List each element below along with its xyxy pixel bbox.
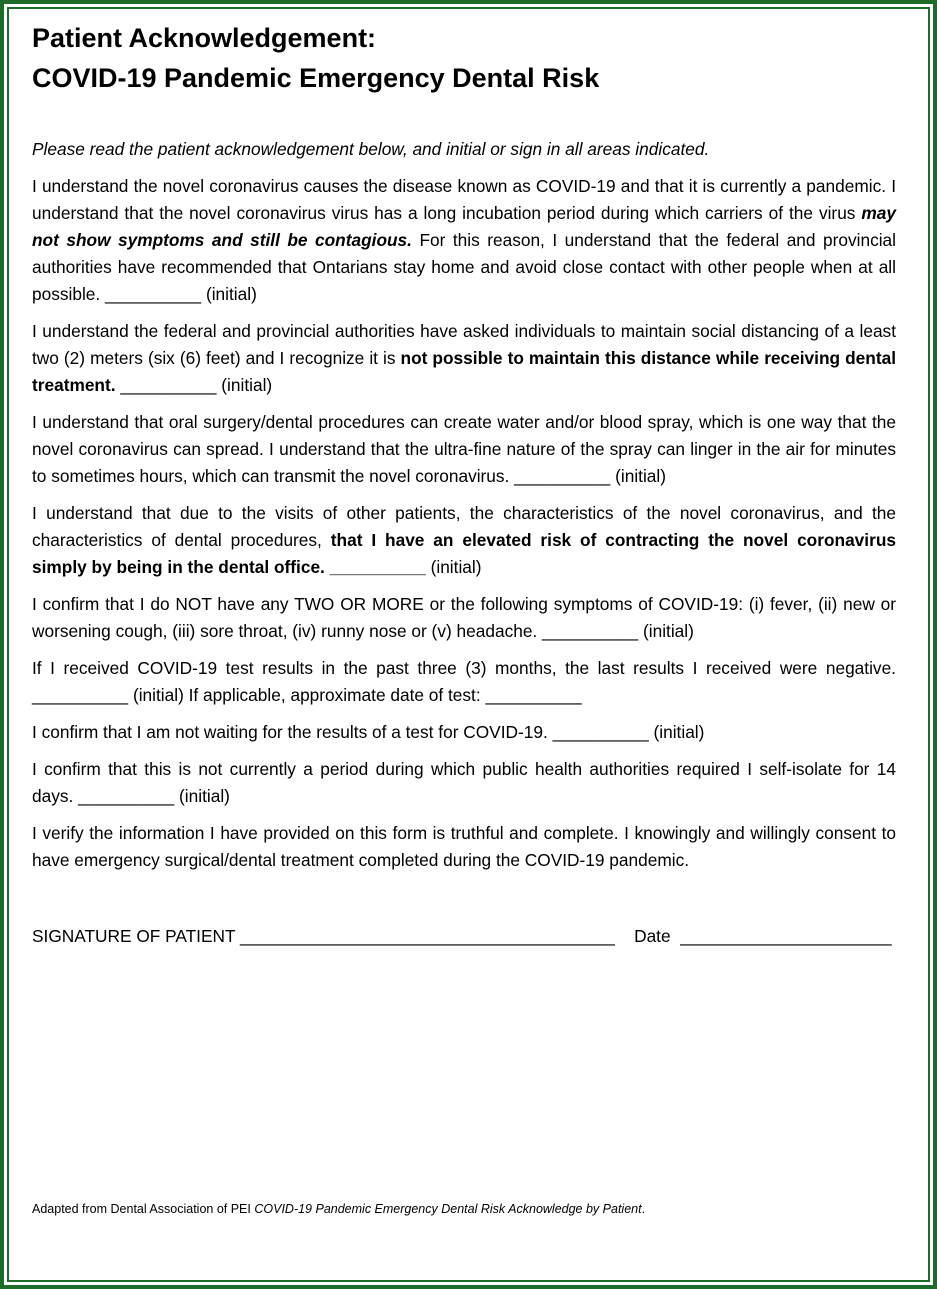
test-date-blank[interactable]: __________ — [485, 685, 582, 705]
footer-citation: Adapted from Dental Association of PEI COVID-19 Pandemic Emergency Dental Risk Acknowledge by Patient. — [32, 1202, 646, 1216]
initial-blank-1[interactable]: __________ — [105, 284, 202, 304]
paragraph-verify: I verify the information I have provided on this form is truthful and complete. I knowingly and willingly consent to have emergency surgical/dental treatment completed during the COVID-19 pandemic. — [32, 823, 896, 870]
paragraph-pending-test: I confirm that I am not waiting for the results of a test for COVID-19. __________ (initial) — [32, 722, 705, 742]
initial-blank-3[interactable]: __________ — [514, 466, 611, 486]
paragraph-distancing: I understand the federal and provincial authorities have asked individuals to maintain social distancing of a least two (2) meters (six (6) feet) and I recognize it is not possible to maintain this distance while receiving dental treatment. __________ (initial) — [32, 321, 897, 395]
date-line[interactable]: ______________________ — [680, 926, 892, 946]
initial-blank-8[interactable]: __________ — [78, 786, 175, 806]
initial-label-1: (initial) — [205, 284, 257, 304]
signature-label: SIGNATURE OF PATIENT — [32, 926, 241, 946]
date-label: Date — [634, 926, 676, 946]
title-line-2: COVID-19 Pandemic Emergency Dental Risk — [32, 63, 600, 93]
initial-blank-2[interactable]: __________ — [120, 375, 217, 395]
emphasis-contagious: may not show symptoms and still be contagious. — [32, 203, 896, 250]
paragraph-elevated-risk: I understand that due to the visits of other patients, the characteristics of the novel coronavirus, and the characteristics of dental procedures, that I have an elevated risk of contracting the novel coronavirus simply by being in the dental office. __________ (initial) — [32, 503, 896, 577]
emphasis-elevated-risk[interactable]: that I have an elevated risk of contracting the novel coronavirus simply by being in the dental office. __________ — [32, 530, 896, 577]
initial-label-5: (initial) — [642, 621, 694, 641]
instructions: Please read the patient acknowledgement below, and initial or sign in all areas indicated. — [32, 139, 710, 159]
emphasis-distance: not possible to maintain this distance while receiving dental treatment. — [32, 348, 897, 395]
signature-row — [32, 923, 896, 950]
signature-line[interactable]: _______________________________________ — [240, 926, 615, 946]
initial-label-2: (initial) — [221, 375, 273, 395]
initial-label-8: (initial) — [179, 786, 230, 806]
paragraph-incubation: I understand the novel coronavirus causes the disease known as COVID-19 and that it is currently a pandemic. I understand that the novel coronavirus virus has a long incubation period during which carriers of the virus may not show symptoms and still be contagious. For this reason, I understand that the federal and provincial authorities have recommended that Ontarians stay home and avoid close contact with other people when at all possible. __________ (initial) — [32, 176, 896, 304]
form-title — [32, 18, 896, 98]
initial-blank-5[interactable]: __________ — [542, 621, 639, 641]
initial-label-3: (initial) — [615, 466, 666, 486]
initial-blank-6[interactable]: __________ — [32, 685, 129, 705]
paragraph-test-results: If I received COVID-19 test results in the past three (3) months, the last results I received were negative. __________ (initial) If applicable, approximate date of test: __________ — [32, 658, 896, 705]
initial-blank-7[interactable]: __________ — [552, 722, 649, 742]
initial-label-6: (initial) — [132, 685, 184, 705]
title-line-1: Patient Acknowledgement: — [32, 23, 377, 53]
initial-label-7: (initial) — [653, 722, 705, 742]
initial-label-4: (initial) — [430, 557, 482, 577]
form-body — [32, 18, 896, 950]
paragraph-symptoms: I confirm that I do NOT have any TWO OR MORE or the following symptoms of COVID-19: (i) fever, (ii) new or worsening cough, (iii) sore throat, (iv) runny nose or (v) headache. __________ (initial) — [32, 594, 896, 641]
paragraph-self-isolate: I confirm that this is not currently a period during which public health authorities required I self-isolate for 14 days. __________ (initial) — [32, 759, 896, 806]
footer-source-title: COVID-19 Pandemic Emergency Dental Risk Acknowledge by Patient — [254, 1202, 642, 1216]
paragraph-spray: I understand that oral surgery/dental procedures can create water and/or blood spray, which is one way that the novel coronavirus can spread. I understand that the ultra-fine nature of the spray can linger in the air for minutes to sometimes hours, which can transmit the novel coronavirus. __________ (initial) — [32, 412, 896, 486]
